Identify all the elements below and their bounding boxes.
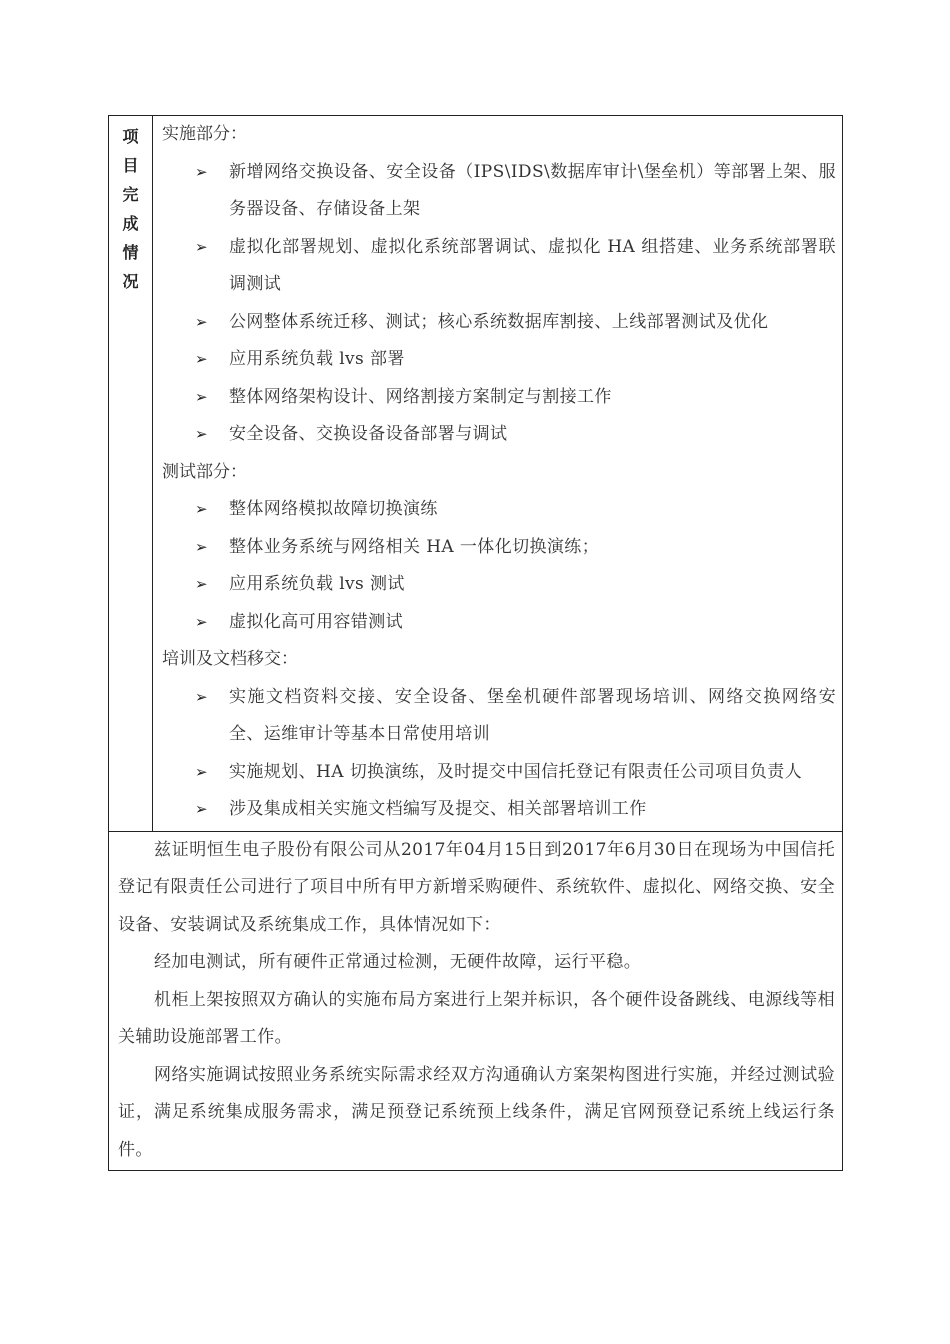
certification-row <box>109 832 842 1171</box>
list-item-text: 整体网络架构设计、网络割接方案制定与割接工作 <box>229 386 612 407</box>
list-item <box>162 679 836 754</box>
row-label-char: 项 <box>122 127 139 146</box>
certification-paragraph: 兹证明恒生电子股份有限公司从2017年04月15日到2017年6月30日在现场为中国信托登记有限责任公司进行了项目中所有甲方新增采购硬件、系统软件、虚拟化、网络交换、安全设备、安装调试及系统集成工作，具体情况如下： <box>118 839 835 935</box>
network-debug-paragraph: 网络实施调试按照业务系统实际需求经双方沟通确认方案架构图进行实施，并经过测试验证，满足系统集成服务需求，满足预登记系统预上线条件，满足官网预登记系统上线运行条件。 <box>118 1064 835 1160</box>
list-item-text: 虚拟化高可用容错测试 <box>229 611 403 632</box>
section-heading-testing: 测试部分： <box>162 461 247 482</box>
arrow-bullet-icon: ➢ <box>195 800 208 818</box>
list-item <box>162 416 836 454</box>
arrow-bullet-icon: ➢ <box>195 387 208 406</box>
list-item-text: 整体网络模拟故障切换演练 <box>229 499 438 519</box>
list-item <box>162 379 836 417</box>
list-item <box>162 791 836 829</box>
project-completion-table <box>108 115 843 1171</box>
section-heading-training: 培训及文档移交： <box>162 649 298 669</box>
section-heading-implementation: 实施部分： <box>162 124 247 144</box>
list-item <box>162 304 836 342</box>
list-item-text: 涉及集成相关实施文档编写及提交、相关部署培训工作 <box>229 799 647 819</box>
arrow-bullet-icon: ➢ <box>195 537 208 556</box>
arrow-bullet-icon: ➢ <box>195 612 208 631</box>
arrow-bullet-icon: ➢ <box>195 350 208 368</box>
list-item <box>162 529 836 567</box>
completion-details-row <box>109 116 842 832</box>
list-item-text: 实施规划、HA 切换演练，及时提交中国信托登记有限责任公司项目负责人 <box>229 761 803 782</box>
row-label-char: 完 <box>122 185 139 204</box>
arrow-bullet-icon: ➢ <box>195 575 208 593</box>
row-label-char: 目 <box>122 156 139 175</box>
arrow-bullet-icon: ➢ <box>195 425 208 443</box>
arrow-bullet-icon: ➢ <box>195 312 208 331</box>
list-item-text: 公网整体系统迁移、测试；核心系统数据库割接、上线部署测试及优化 <box>229 311 769 332</box>
arrow-bullet-icon: ➢ <box>195 237 208 256</box>
list-item <box>162 754 836 792</box>
list-item <box>162 491 836 529</box>
arrow-bullet-icon: ➢ <box>195 500 208 518</box>
row-label-cell <box>109 116 153 831</box>
arrow-bullet-icon: ➢ <box>195 762 208 781</box>
list-item-text: 实施文档资料交接、安全设备、堡垒机硬件部署现场培训、网络交换网络安全、运维审计等基本日常使用培训 <box>229 686 836 744</box>
list-item <box>162 154 836 229</box>
rack-install-paragraph: 机柜上架按照双方确认的实施布局方案进行上架并标识，各个硬件设备跳线、电源线等相关辅助设施部署工作。 <box>118 989 835 1047</box>
details-content-cell <box>153 116 842 831</box>
list-item-text: 虚拟化部署规划、虚拟化系统部署调试、虚拟化 HA 组搭建、业务系统部署联调测试 <box>229 236 836 294</box>
list-item <box>162 566 836 604</box>
list-item-text: 整体业务系统与网络相关 HA 一体化切换演练； <box>229 536 600 557</box>
arrow-bullet-icon: ➢ <box>195 162 208 181</box>
list-item <box>162 604 836 642</box>
list-item <box>162 341 836 379</box>
hardware-test-paragraph: 经加电测试，所有硬件正常通过检测，无硬件故障，运行平稳。 <box>154 952 642 972</box>
list-item-text: 新增网络交换设备、安全设备（IPS\IDS\数据库审计\堡垒机）等部署上架、服务器设备、存储设备上架 <box>229 161 836 219</box>
list-item-text: 应用系统负载 lvs 部署 <box>229 349 405 369</box>
arrow-bullet-icon: ➢ <box>195 687 208 706</box>
row-label-char: 情 <box>122 243 139 262</box>
row-label-char: 况 <box>122 272 139 291</box>
list-item <box>162 229 836 304</box>
list-item-text: 应用系统负载 lvs 测试 <box>229 574 405 594</box>
list-item-text: 安全设备、交换设备设备部署与调试 <box>229 424 508 444</box>
row-label-char: 成 <box>122 214 139 233</box>
